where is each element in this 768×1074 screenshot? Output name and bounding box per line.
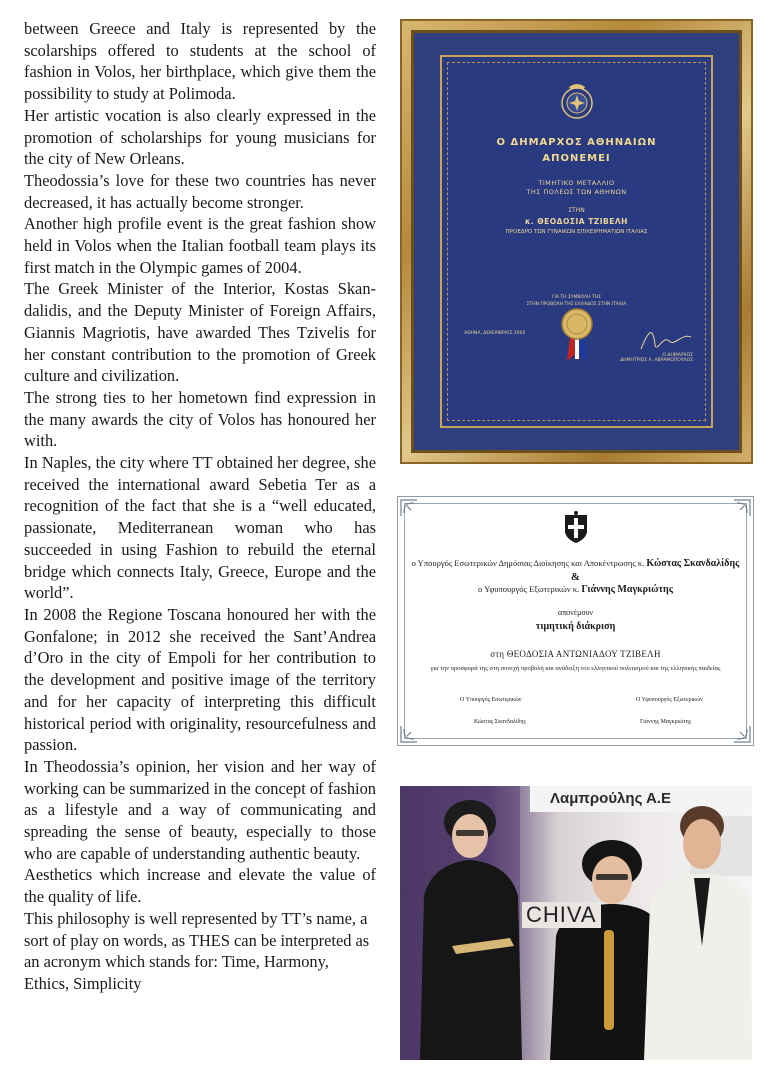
paragraph: between Greece and Italy is represented by the scolarships offered to students at the school of fashion in Volos, her birthplace, which give them the possibility to study at Polimoda. [24, 19, 376, 104]
certificate-line: ΤΗΣ ΠΟΛΕΩΣ ΤΩΝ ΑΘΗΝΩΝ [526, 188, 627, 196]
award-certificate [397, 496, 754, 746]
certificate-footnote: ΓΙΑ ΤΗ ΣΥΜΒΟΛΗ ΤΗΣ [552, 295, 601, 300]
deputy-minister-name: Γιάννης Μαγκριώτης [581, 584, 673, 595]
paragraph: This philosophy is well represented by TT’s name, a sort of play on words, as THES can be interpreted as an acronym which stands for: Time, Harmony, Ethics, Simplicity [24, 908, 370, 993]
award-line [398, 558, 753, 569]
signature-title-right: Ο Υφυπουργός Εξωτερικών [636, 697, 703, 703]
paragraph: Theodossia’s love for these two countries has never decreased, it has actually become stronger. [24, 170, 376, 212]
signature-title-left: Ο Υπουργός Εσωτερικών [460, 697, 522, 703]
award-distinction: τιμητική διάκριση [535, 621, 616, 632]
award-recipient: στη ΘΕΟΔΟΣΙΑ ΑΝΤΩΝΙΑΔΟΥ ΤΖΙΒΕΛΗ [490, 649, 661, 659]
backdrop-text: CHIVA [522, 902, 601, 928]
corner-ornament-icon [398, 723, 420, 745]
certificate-signer-title: Ο ΔΗΜΑΡΧΟΣ [662, 353, 693, 358]
certificate-subtitle: ΑΠΟΝΕΜΕΙ [542, 153, 611, 164]
paragraph: Aesthetics which increase and elevate the value of the quality of life. [24, 865, 376, 907]
paragraph: The Greek Minister of the Interior, Kostas Skandalidis, and the Deputy Minister of Foreign Affairs, Giannis Magriotis, have awarded Thes Tzivelis for her constant contribution to the promotion of Greek culture and civilization. [24, 279, 376, 386]
corner-ornament-icon [731, 497, 753, 519]
certificate-recipient-role: ΠΡΟΕΔΡΟ ΤΩΝ ΓΥΝΑΙΚΩΝ ΕΠΙΧΕΙΡΗΜΑΤΙΩΝ ΙΤΑΛΙΑΣ [505, 229, 648, 235]
certificate-footnote: ΣΤΗΝ ΠΡΟΒΟΛΗ ΤΗΣ ΕΛΛΑΔΟΣ ΣΤΗΝ ΙΤΑΛΙΑ [526, 302, 627, 307]
article-text-column [24, 18, 376, 995]
medal-icon [558, 307, 596, 363]
certificate-mat [411, 30, 742, 453]
signature-name-right: Γιάννης Μαγκριώτης [640, 719, 692, 725]
athens-emblem-icon [555, 79, 599, 123]
banner-text: Λαμπρούλης Α.Ε [550, 790, 671, 807]
paragraph: In Naples, the city where TT obtained her degree, she received the international award Sebetia Ter as a recognition of the fact that she is a “well educated, passionate, Mediterranean woman who has succeeded in using Fashion to rebuild the eternal bridge which connects Italy, Greece, Europe and the world”. [24, 453, 376, 603]
minister-name: Κώστας Σκανδαλίδης [646, 558, 740, 569]
certificate-line: ΤΙΜΗΤΙΚΟ ΜΕΤΑΛΛΙΟ [538, 179, 615, 187]
award-line-prefix: ο Υφυπουργός Εξωτερικών κ. [478, 584, 580, 594]
paragraph: Another high profile event is the great fashion show held in Volos when the Italian football team plays its first match in the Olympic games of 2004. [24, 214, 376, 277]
corner-ornament-icon [398, 497, 420, 519]
award-line [398, 584, 753, 595]
paragraph: Her artistic vocation is also clearly expressed in the promotion of scholarships for young musicians for the city of New Orleans. [24, 105, 376, 169]
award-verb: απονέμουν [557, 608, 594, 617]
signature-icon [637, 325, 695, 355]
event-photo [400, 786, 752, 1060]
certificate-title: Ο ΔΗΜΑΡΧΟΣ ΑΘΗΝΑΙΩΝ [496, 137, 657, 148]
award-line-prefix: ο Υπουργός Εσωτερικών Δημόσιας Διοίκησης και Αποκέντρωσης κ. [411, 558, 645, 568]
paragraph: In Theodossia’s opinion, her vision and her way of working can be summarized in the concept of fashion as a lifestyle and a way of communicating and spreading the sense of beauty, especially to those who are capable of understanding authentic beauty. [24, 756, 376, 863]
signature-name-left: Κώστας Σκανδαλίδης [474, 719, 526, 725]
certificate-signer [620, 353, 693, 363]
greek-coat-of-arms-icon [561, 511, 591, 545]
certificate-panel [440, 55, 713, 428]
award-ampersand: & [570, 571, 581, 583]
paragraph: The strong ties to her hometown find expression in the many awards the city of Volos has honoured her with. [24, 387, 376, 451]
certificate-recipient: κ. ΘΕΟΔΟΣΙΑ ΤΖΙΒΕΛΗ [525, 217, 628, 226]
certificate-signer-name: ΔΗΜΗΤΡΙΟΣ Λ. ΑΒΡΑΜΟΠΟΥΛΟΣ [620, 358, 693, 363]
certificate-date: ΑΘΗΝΑ, ΔΕΚΕΜΒΡΙΟΣ 2002 [464, 331, 526, 336]
corner-ornament-icon [731, 723, 753, 745]
framed-certificate [400, 19, 753, 464]
paragraph: In 2008 the Regione Toscana honoured her with the Gonfalone; in 2012 she received the Sant’Andrea d’Oro in the city of Empoli for her contribution to the development and positive image of the territory and for her capacity of interpreting this difficult historical period with originality, resourcefulness and passion. [24, 604, 376, 755]
award-reason: για την προσφορά της στη συνεχή προβολή και ανάδειξη του ελληνικού πολιτισμού και της ελληνικής παιδείας [430, 665, 721, 672]
certificate-line: ΣΤΗΝ [568, 207, 585, 214]
